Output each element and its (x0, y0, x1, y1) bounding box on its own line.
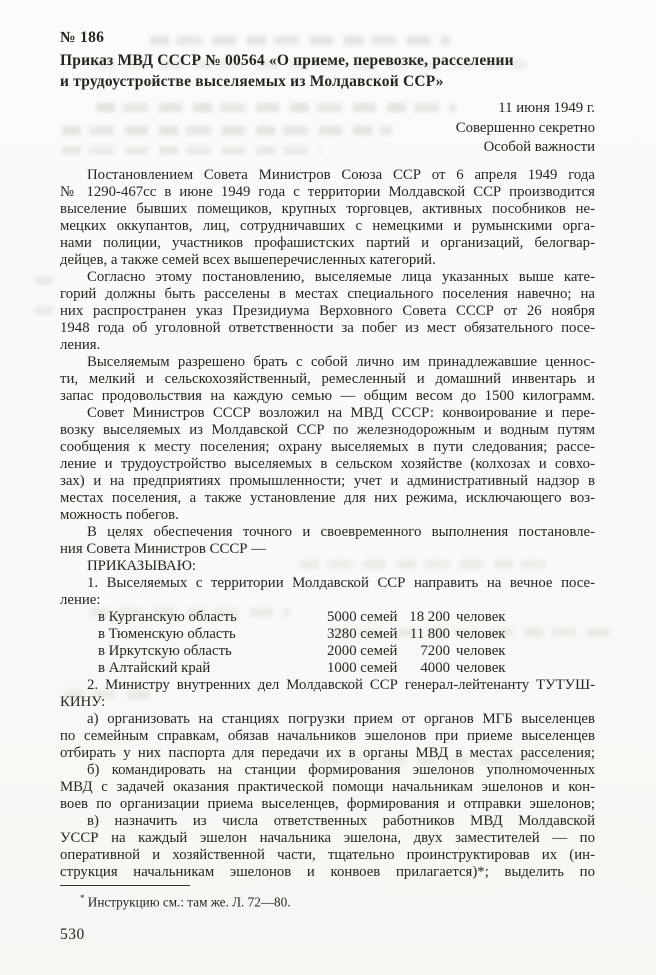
classification-stamp: Совершенно секретно (455, 119, 595, 136)
doc-number: № 186 (60, 29, 105, 46)
paragraph (60, 813, 595, 881)
destination-cell: в Алтайский край (98, 659, 211, 676)
paragraph (60, 575, 595, 609)
text-line: ление: (60, 591, 101, 608)
doc-title-line: Приказ МВД СССР № 00564 «О приеме, перевозке, расселении (60, 52, 514, 69)
text-line: отбирать у них паспорта для передачи их в органы МВД в местах расселения; (60, 744, 595, 761)
text-line: нами полиции, участников профашистских партий и организаций, белогвар- (60, 234, 595, 251)
text-line: мецких оккупантов, лиц, сотрудничавших с немецкими и румынскими орга- (60, 217, 595, 234)
people-unit: человек (456, 608, 506, 625)
doc-title (60, 50, 595, 92)
text-line: воев по организации приема выселенцев, формирования и отправки эшелонов; (60, 795, 595, 812)
text-line: Совет Министров СССР возложил на МВД СССР: конвоирование и пере- (87, 404, 595, 421)
page-content (60, 28, 595, 944)
bleed-through-artifact (34, 306, 58, 315)
people-count: 18 200 (409, 608, 450, 625)
table-row (98, 660, 595, 677)
table-row (98, 643, 595, 660)
text-line: них распространен указ Президиума Верховного Совета СССР от 26 ноября (60, 302, 595, 319)
text-line: возку выселяемых из Молдавской ССР по железнодорожным и водным путям (60, 421, 595, 438)
doc-date: 11 июня 1949 г. (498, 100, 595, 116)
text-line: горий должны быть расселены в местах специального поселения навечно; на (60, 285, 595, 302)
families-cell: 5000 семей (327, 608, 398, 625)
footnote-marker: * (80, 892, 85, 903)
text-line: Выселяемым разрешено брать с собой лично им принадлежавшие ценнос- (87, 353, 595, 370)
paragraph (60, 167, 595, 269)
text-line: б) командировать на станции формирования эшелонов уполномоченных (87, 761, 595, 778)
text-line: ление и трудоустройство выселяемых в сельском хозяйстве (колхозах и совхо- (60, 455, 595, 472)
paragraph (60, 711, 595, 762)
text-line: сообщения к месту поселения; охрану выселяемых в пути следования; рассе- (60, 438, 595, 455)
destination-cell: в Иркутскую область (98, 642, 232, 659)
paragraph (60, 762, 595, 813)
bleed-through-artifact (34, 276, 58, 285)
text-line: в) назначить из числа ответственных работников МВД Молдавской (87, 812, 595, 829)
text-line: Постановлением Совета Министров Союза ССР от 6 апреля 1949 года (87, 166, 595, 183)
footnote-rule (60, 885, 190, 886)
text-line: В целях обеспечения точного и своевременного выполнения постановле- (87, 523, 595, 540)
text-line: 2. Министру внутренних дел Молдавской ССР генерал-лейтенанту ТУТУШ- (87, 676, 595, 693)
people-count: 7200 (420, 642, 450, 659)
destination-cell: в Тюменскую область (98, 625, 236, 642)
table-row (98, 609, 595, 626)
paragraph (60, 354, 595, 405)
doc-title-line: и трудоустройстве выселяемых из Молдавской ССР» (60, 73, 444, 90)
text-line: струкция начальникам эшелонов и конвоев прилагается)*; выделить по (60, 863, 595, 880)
families-cell: 1000 семей (327, 659, 398, 676)
people-count: 4000 (420, 659, 450, 676)
text-line: ти, мелкий и сельскохозяйственный, ремесленный и домашний инвентарь и (60, 370, 595, 387)
footnote (60, 890, 595, 910)
text-line: а) организовать на станциях погрузки прием от органов МГБ выселенцев (87, 710, 595, 727)
text-line: 1. Выселяемых с территории Молдавской ССР направить на вечное посе- (87, 574, 595, 591)
text-line: КИНУ: (60, 693, 106, 710)
paragraph (60, 558, 595, 575)
people-unit: человек (456, 625, 506, 642)
date-classification-block (60, 99, 595, 158)
page-number: 530 (60, 925, 85, 943)
body-text-top (60, 167, 595, 609)
people-unit: человек (456, 659, 506, 676)
text-line: можность побегов. (60, 506, 179, 523)
resettlement-table (60, 609, 595, 677)
text-line: по семейным справкам, обязав начальников эшелонов при приеме выселенцев (60, 727, 595, 744)
table-row (98, 626, 595, 643)
text-line: № 1290-467сс в июне 1949 года с территории Молдавской ССР производится (60, 183, 595, 200)
body-text-bottom (60, 677, 595, 881)
text-line: дейцев, а также семей всех вышеперечисленных категорий. (60, 251, 436, 268)
footnote-text: Инструкцию см.: там же. Л. 72—80. (87, 893, 291, 909)
text-line: оперативной и хозяйственной части, тщательно проинструктировав их (ин- (60, 846, 595, 863)
text-line: ления. (60, 336, 101, 353)
body-text (60, 167, 595, 881)
families-cell: 3280 семей (327, 625, 398, 642)
text-line: ПРИКАЗЫВАЮ: (87, 557, 197, 574)
text-line: 1948 года об уголовной ответственности за побег из мест обязательного посе- (60, 319, 595, 336)
text-line: зах) и на предприятиях промышленности; учет и административный надзор в (60, 472, 595, 489)
text-line: местах поселения, а также установление для них режима, исключающего воз- (60, 489, 595, 506)
destination-cell: в Курганскую область (98, 608, 237, 625)
text-line: Согласно этому постановлению, выселяемые лица указанных выше кате- (87, 268, 595, 285)
text-line: МВД с задачей оказания практической помощи начальникам эшелонов и кон- (60, 778, 595, 795)
people-unit: человек (456, 642, 506, 659)
paragraph (60, 269, 595, 354)
text-line: запас продовольствия на каждую семью — общим весом до 1500 килограмм. (60, 387, 595, 404)
paragraph (60, 524, 595, 558)
families-cell: 2000 семей (327, 642, 398, 659)
paragraph (60, 405, 595, 524)
text-line: УССР на каждый эшелон начальника эшелона, двух заместителей — по (60, 829, 595, 846)
classification-stamp: Особой важности (483, 139, 595, 155)
text-line: ния Совета Министров СССР — (60, 540, 266, 557)
paragraph (60, 677, 595, 711)
people-count: 11 800 (409, 625, 450, 642)
text-line: выселение бывших помещиков, крупных торговцев, активных пособников не- (60, 200, 595, 217)
